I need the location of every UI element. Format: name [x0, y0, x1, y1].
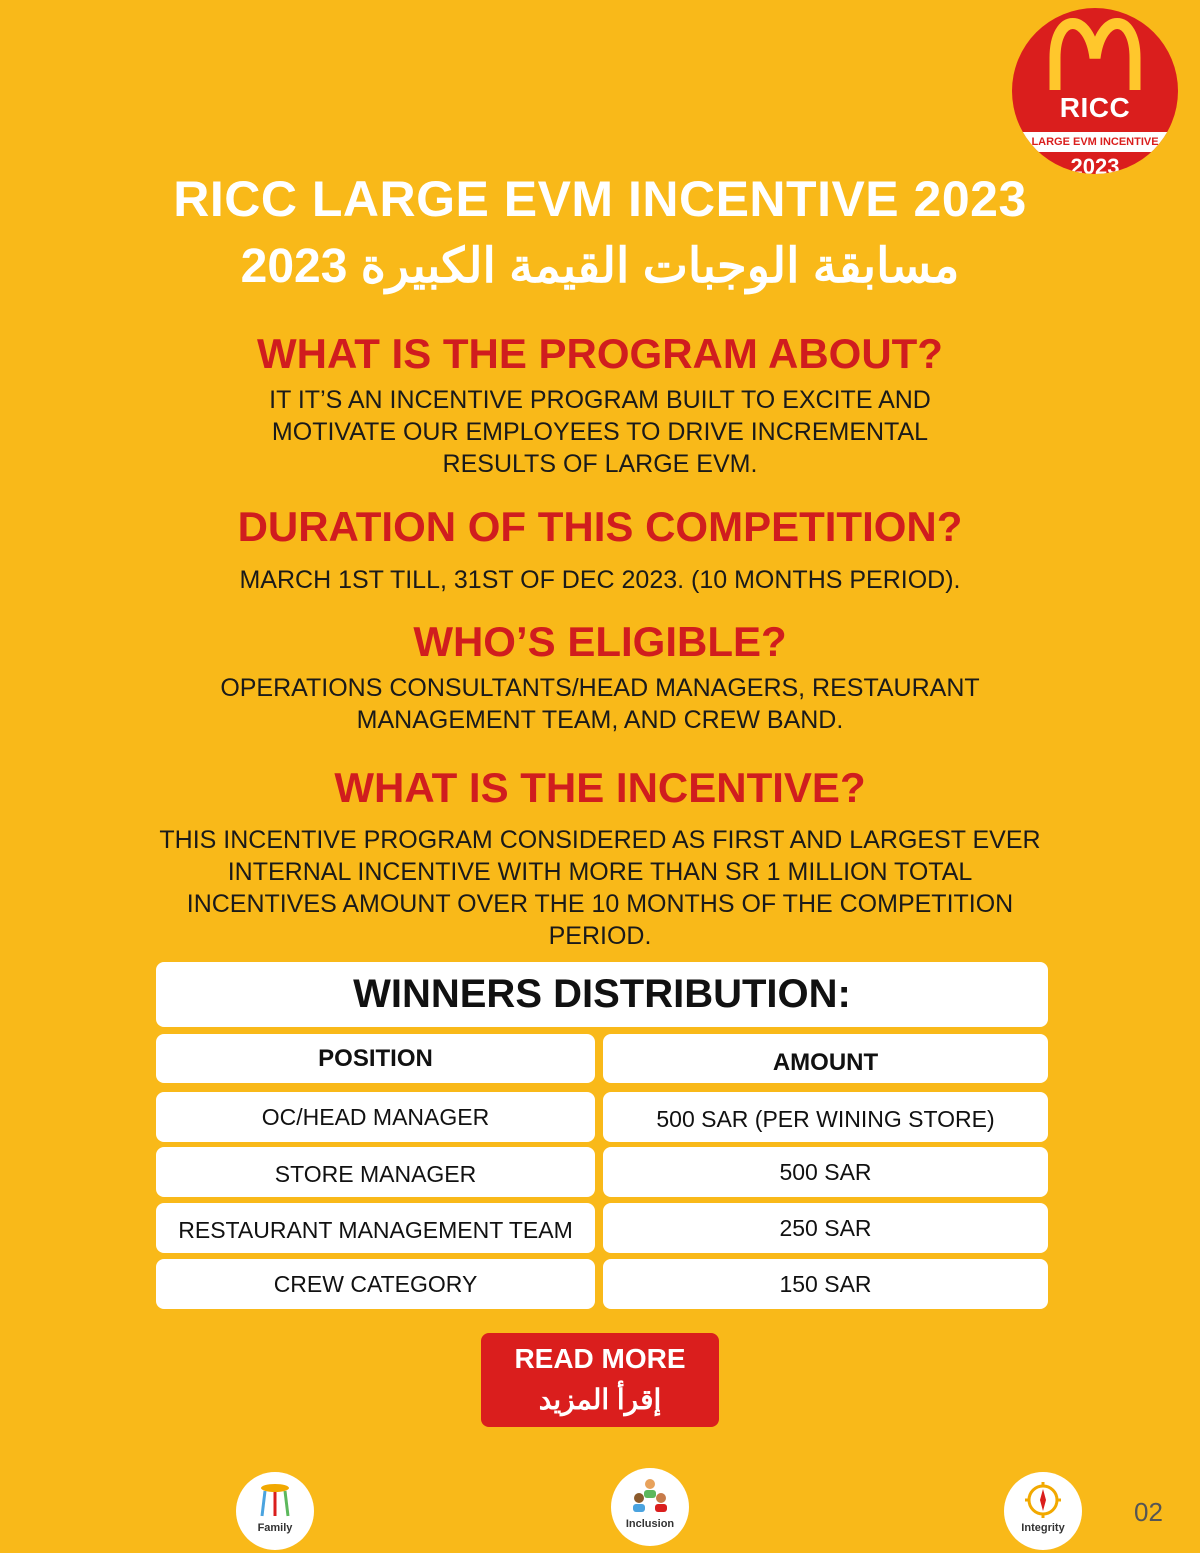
read-more-label-arabic: إقرأ المزيد [538, 1384, 662, 1415]
page-title: RICC LARGE EVM INCENTIVE 2023 [173, 171, 1027, 227]
incentive-heading: WHAT IS THE INCENTIVE? [334, 764, 866, 811]
table-row-position: CREW CATEGORY [156, 1259, 595, 1309]
table-row-amount: 150 SAR [603, 1259, 1048, 1309]
logo-band-text: LARGE EVM INCENTIVE [1012, 132, 1178, 152]
incentive-body: THIS INCENTIVE PROGRAM CONSIDERED AS FIRST AND LARGEST EVER INTERNAL INCENTIVE WITH MORE THAN SR 1 MILLION TOTAL INCENTIVES AMOUNT OVER THE 10 MONTHS OF THE COMPETITION PERIOD. [159, 826, 1041, 950]
logo-year-text: 2023 [1070, 154, 1120, 174]
integrity-label: Integrity [1021, 1522, 1065, 1534]
people-icon [630, 1476, 670, 1516]
inclusion-value-badge [611, 1468, 689, 1546]
stool-icon [255, 1480, 295, 1520]
inclusion-label: Inclusion [625, 1518, 675, 1530]
winners-title: WINNERS DISTRIBUTION: [156, 962, 1048, 1027]
about-heading: WHAT IS THE PROGRAM ABOUT? [257, 330, 943, 377]
position-column-header: POSITION [156, 1034, 595, 1083]
table-row-position: STORE MANAGER [156, 1147, 595, 1197]
read-more-label: READ MORE [514, 1343, 686, 1374]
page-title-arabic: مسابقة الوجبات القيمة الكبيرة 2023 [240, 240, 960, 293]
golden-arches-icon [1049, 18, 1141, 92]
amount-column-header: AMOUNT [603, 1034, 1048, 1083]
family-value-badge [236, 1472, 314, 1550]
about-body: IT IT’S AN INCENTIVE PROGRAM BUILT TO EXCITE AND MOTIVATE OUR EMPLOYEES TO DRIVE INCREMENTAL RESULTS OF LARGE EVM. [269, 386, 931, 478]
eligible-heading: WHO’S ELIGIBLE? [413, 618, 787, 665]
table-row-amount: 500 SAR (PER WINING STORE) [603, 1092, 1048, 1142]
eligible-body: OPERATIONS CONSULTANTS/HEAD MANAGERS, RESTAURANT MANAGEMENT TEAM, AND CREW BAND. [220, 674, 980, 734]
compass-icon [1023, 1480, 1063, 1520]
table-row-position: RESTAURANT MANAGEMENT TEAM [156, 1203, 595, 1253]
integrity-value-badge [1004, 1472, 1082, 1550]
table-row-position: OC/HEAD MANAGER [156, 1092, 595, 1142]
table-row-amount: 250 SAR [603, 1203, 1048, 1253]
table-row-amount: 500 SAR [603, 1147, 1048, 1197]
read-more-button[interactable] [481, 1333, 719, 1427]
logo-ricc-text: RICC [1059, 92, 1131, 123]
duration-body: MARCH 1ST TILL, 31ST OF DEC 2023. (10 MONTHS PERIOD). [239, 566, 961, 594]
family-label: Family [257, 1522, 293, 1534]
duration-heading: DURATION OF THIS COMPETITION? [237, 503, 963, 550]
page-number: 02 [1134, 1497, 1163, 1527]
ricc-logo-badge [1012, 8, 1178, 174]
